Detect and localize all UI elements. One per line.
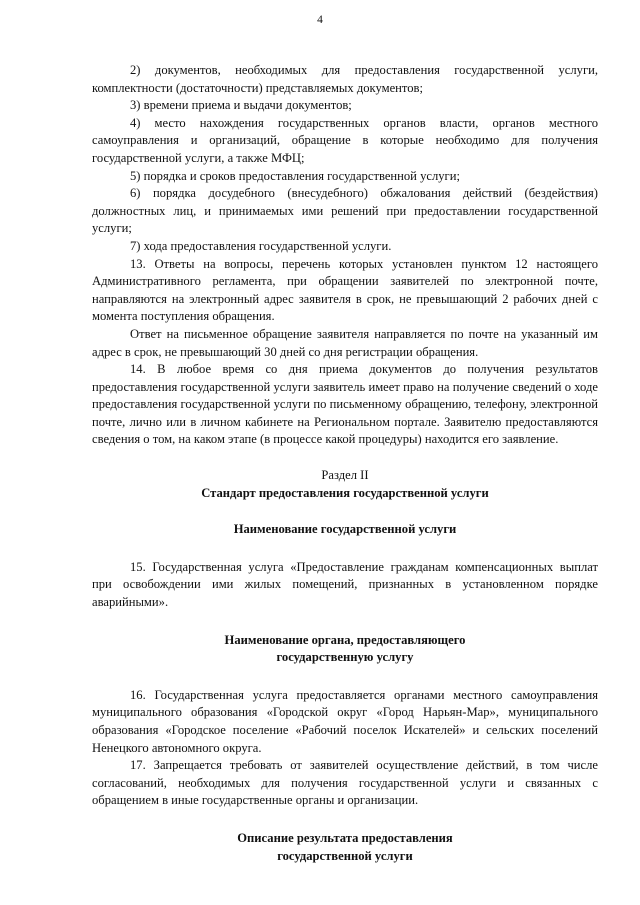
paragraph-13: 13. Ответы на вопросы, перечень которых установлен пунктом 12 настоящего Административного регламента, при обращении заявителей по электронной почте, направляются на электронный адрес заявителя в срок, не превышающий 2 рабочих дней с момента поступления обращения.: [92, 256, 598, 324]
list-item: 2) документов, необходимых для предоставления государственной услуги, комплектности (достаточности) представляемых документов;: [92, 63, 598, 95]
heading-organ-line1: Наименование органа, предоставляющего: [224, 632, 466, 647]
list-item: 5) порядка и сроков предоставления государственной услуги;: [130, 168, 460, 183]
list-item: 7) хода предоставления государственной услуги.: [130, 238, 392, 253]
paragraph-14: 14. В любое время со дня приема документов до получения результатов предоставления государственной услуги заявитель имеет право на получение сведений о ходе предоставления государственной услуги по письменному обращению, телефону, электронной почте, лично или в личном кабинете на Региональном портале. Заявителю предоставляются сведения о том, на каком этапе (в процессе какой процедуры) находится его заявление.: [92, 362, 598, 447]
list-item: 4) место нахождения государственных органов власти, органов местного самоуправления и организаций, обращение в которые необходимо для получения государственной услуги, а также МФЦ;: [92, 115, 598, 165]
section-label: Раздел II: [321, 468, 369, 483]
paragraph-16: 16. Государственная услуга предоставляется органами местного самоуправления муниципального образования «Городской округ «Город Нарьян-Мар», муниципального образования «Городское поселение «Рабочий поселок Искателей» и сельских поселений Ненецкого автономного округа.: [92, 687, 598, 755]
paragraph-13-answer: Ответ на письменное обращение заявителя направляется по почте на указанный им адрес в срок, не превышающий 30 дней со дня регистрации обращения.: [92, 326, 598, 359]
heading-service-name: Наименование государственной услуги: [233, 522, 457, 537]
paragraph-15: 15. Государственная услуга «Предоставление гражданам компенсационных выплат при освобождении ими жилых помещений, признанных в установленном порядке аварийными».: [92, 559, 598, 610]
list-item: 3) времени приема и выдачи документов;: [130, 98, 352, 113]
document-body: [92, 0, 598, 865]
heading-result-line2: государственной услуги: [277, 848, 413, 863]
section-title: Стандарт предоставления государственной услуги: [201, 485, 489, 500]
page-number: 4: [317, 14, 323, 26]
heading-result-line1: Описание результата предоставления: [237, 830, 453, 845]
list-item: 6) порядка досудебного (внесудебного) обжалования действий (бездействия) должностных лиц, и принимаемых ими решений при предоставлении государственной услуги;: [92, 186, 598, 236]
paragraph-17: 17. Запрещается требовать от заявителей осуществление действий, в том числе согласований, необходимых для получения государственной услуги и связанных с обращением в иные государственные органы и организации.: [92, 758, 598, 808]
heading-organ-line2: государственную услугу: [276, 650, 414, 665]
